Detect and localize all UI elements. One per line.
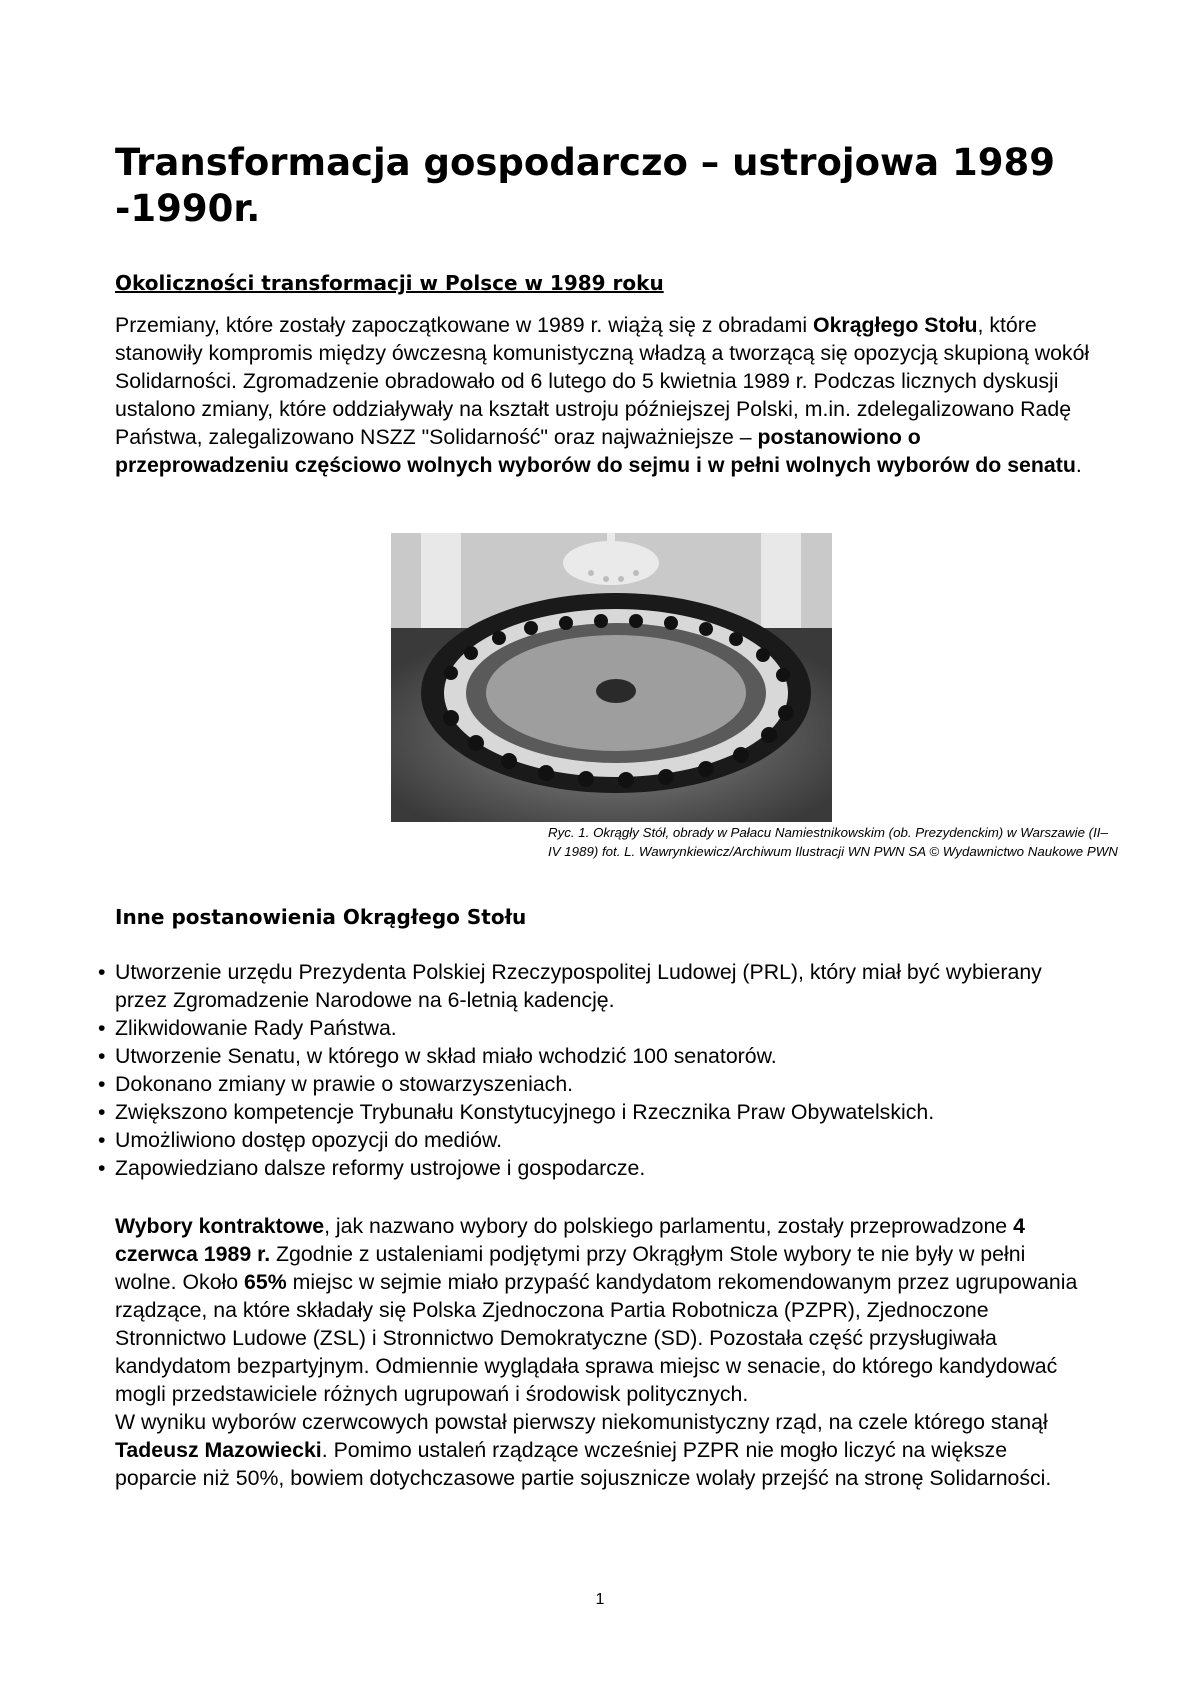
list-item-text: Zlikwidowanie Rady Państwa. <box>115 1016 397 1040</box>
page-number: 1 <box>595 1591 605 1608</box>
round-table-photo <box>391 533 832 822</box>
list-item-text: Utworzenie urzędu Prezydenta Polskiej Rzeczypospolitej Ludowej (PRL), który miał być wybierany przez Zgromadzenie Narodowe na 6-letnią kadencję. <box>115 960 1042 1012</box>
paragraph-circumstances <box>115 311 1090 479</box>
document-title: Transformacja gospodarczo – ustrojowa 1989 -1990r. <box>115 141 1056 230</box>
paragraph-text: Zgodnie z ustaleniami podjętymi przy Okrągłym Stole wybory te nie były w pełni wolne. Około <box>115 1242 1026 1294</box>
list-item-text: Zapowiedziano dalsze reformy ustrojowe i gospodarcze. <box>115 1156 646 1180</box>
bold-date: 4 czerwca 1989 r. <box>115 1214 1025 1266</box>
bold-percentage: 65% <box>244 1270 287 1294</box>
list-item <box>98 1154 1098 1182</box>
paragraph-text: miejsc w sejmie miało przypaść kandydatom rekomendowanym przez ugrupowania rządzące, na które składały się Polska Zjednoczona Partia Robotnicza (PZPR), Zjednoczone Stronnictwo Ludowe (ZSL) i Stronnictwo Demokratyczne (SD). Pozostała część przysługiwała kandydatom bezpartyjnym. Odmiennie wyglądała sprawa miejsc w senacie, do którego kandydować mogli przedstawiciele różnych ugrupowań i środowisk politycznych. <box>115 1270 1078 1406</box>
paragraph-text: Przemiany, które zostały zapoczątkowane w 1989 r. wiążą się z obradami <box>115 313 813 337</box>
bullet-icon: • <box>98 960 106 984</box>
photo-caption: Ryc. 1. Okrągły Stół, obrady w Pałacu Namiestnikowskim (ob. Prezydenckim) w Warszawie (II–IV 1989) fot. L. Wawrynkiewicz/Archiwum Ilustracji WN PWN SA © Wydawnictwo Naukowe PWN <box>548 825 1118 859</box>
paragraph-text: , które stanowiły kompromis między ówczesną komunistyczną władzą a tworzącą się opozycją skupioną wokół Solidarności. Zgromadzenie obradowało od 6 lutego do 5 kwietnia 1989 r. Podczas licznych dyskusji ustalono zmiany, które oddziaływały na kształt ustroju późniejszej Polski, m.in. zdelegalizowano Radę Państwa, zalegalizowano NSZZ "Solidarność" oraz najważniejsze – <box>115 313 1090 449</box>
list-item-text: Dokonano zmiany w prawie o stowarzyszeniach. <box>115 1072 574 1096</box>
list-item-text: Umożliwiono dostęp opozycji do mediów. <box>115 1128 503 1152</box>
photo-illustration <box>391 533 832 822</box>
paragraph-contract-elections <box>115 1212 1090 1408</box>
subheading-other-decisions: Inne postanowienia Okrągłego Stołu <box>115 905 527 929</box>
paragraph-text: W wyniku wyborów czerwcowych powstał pierwszy niekomunistyczny rząd, na czele którego stanął <box>115 1410 1048 1434</box>
bullet-icon: • <box>98 1016 106 1040</box>
section-heading: Okoliczności transformacji w Polsce w 1989 roku <box>115 271 664 295</box>
list-item <box>98 1126 1098 1154</box>
paragraph-elections <box>115 1212 1090 1492</box>
bullet-icon: • <box>98 1156 106 1180</box>
list-item <box>98 958 1098 1014</box>
bold-term-round-table: Okrągłego Stołu <box>813 313 978 337</box>
list-item <box>98 1070 1098 1098</box>
list-item <box>98 1042 1098 1070</box>
bold-term-contract-elections: Wybory kontraktowe <box>115 1214 325 1238</box>
bullet-icon: • <box>98 1128 106 1152</box>
bullet-icon: • <box>98 1100 106 1124</box>
paragraph-text: , jak nazwano wybory do polskiego parlamentu, zostały przeprowadzone <box>324 1214 1014 1238</box>
decisions-list <box>98 958 1098 1182</box>
paragraph-text: . Pomimo ustaleń rządzące wcześniej PZPR nie mogło liczyć na większe poparcie niż 50%, bowiem dotychczasowe partie sojusznicze wolały przejść na stronę Solidarności. <box>115 1438 1052 1490</box>
bullet-icon: • <box>98 1044 106 1068</box>
paragraph-text: . <box>1075 453 1082 477</box>
list-item-text: Zwiększono kompetencje Trybunału Konstytucyjnego i Rzecznika Praw Obywatelskich. <box>115 1100 935 1124</box>
bold-term-elections: postanowiono o przeprowadzeniu częściowo wolnych wyborów do sejmu i w pełni wolnych wyborów do senatu <box>115 425 1076 477</box>
paragraph-government <box>115 1408 1090 1492</box>
list-item-text: Utworzenie Senatu, w którego w skład miało wchodzić 100 senatorów. <box>115 1044 777 1068</box>
list-item <box>98 1014 1098 1042</box>
bullet-icon: • <box>98 1072 106 1096</box>
bold-name-mazowiecki: Tadeusz Mazowiecki <box>115 1438 322 1462</box>
list-item <box>98 1098 1098 1126</box>
